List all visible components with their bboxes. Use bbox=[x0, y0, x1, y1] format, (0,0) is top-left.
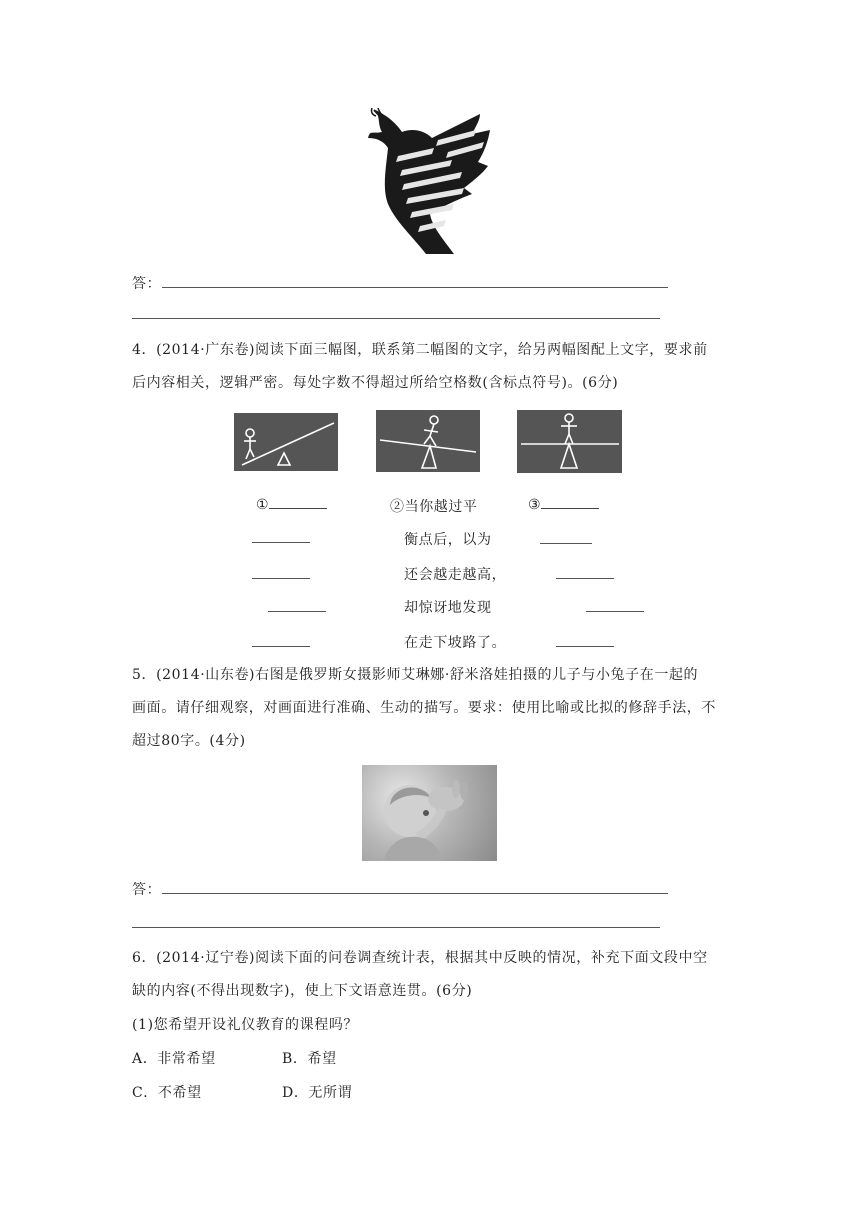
answer-blank[interactable] bbox=[586, 611, 644, 612]
survey-option: C．不希望 bbox=[132, 1085, 202, 1101]
survey-option: A．非常希望 bbox=[132, 1051, 216, 1067]
survey-option: D．无所谓 bbox=[282, 1085, 353, 1101]
answer-rule bbox=[162, 287, 668, 288]
q5-text-line-3: 超过80字。(4分) bbox=[132, 733, 246, 749]
panel2-caption-line: ②当你越过平 bbox=[390, 499, 478, 515]
answer-rule bbox=[132, 318, 660, 319]
answer-blank[interactable] bbox=[268, 611, 326, 612]
answer-label: 答： bbox=[132, 882, 162, 898]
answer-blank[interactable] bbox=[540, 543, 592, 544]
balance-panel-image bbox=[376, 410, 480, 472]
seesaw-panel-image bbox=[234, 413, 338, 471]
panel2-caption-line: 衡点后，以为 bbox=[404, 532, 492, 548]
q6-survey-question: (1)您希望开设礼仪教育的课程吗？ bbox=[132, 1017, 359, 1033]
q5-text-line-2: 画面。请仔细观察，对画面进行准确、生动的描写。要求：使用比喻或比拟的修辞手法，不 bbox=[132, 700, 716, 716]
panel2-caption-line: 还会越走越高， bbox=[404, 567, 507, 583]
answer-blank[interactable] bbox=[541, 496, 599, 509]
survey-option: B．希望 bbox=[282, 1051, 337, 1067]
answer-blank[interactable] bbox=[252, 542, 310, 543]
answer-blank[interactable] bbox=[556, 578, 614, 579]
panel2-caption-line: 在走下坡路了。 bbox=[404, 635, 507, 651]
answer-blank[interactable] bbox=[556, 646, 614, 647]
answer-label: 答： bbox=[132, 276, 162, 292]
q4-text-line-2: 后内容相关，逻辑严密。每处字数不得超过所给空格数(含标点符号)。(6分) bbox=[132, 375, 619, 391]
answer-rule bbox=[162, 893, 668, 894]
answer-blank[interactable] bbox=[252, 578, 310, 579]
answer-rule bbox=[132, 927, 660, 928]
panel2-caption-line: 却惊讶地发现 bbox=[404, 600, 492, 616]
q6-text-line-2: 缺的内容(不得出现数字)，使上下文语意连贯。(6分) bbox=[132, 983, 473, 999]
q6-text-line-1: 6．(2014·辽宁卷)阅读下面的问卷调查统计表，根据其中反映的情况，补充下面文段中空 bbox=[132, 950, 708, 966]
blank-marker-1: ① bbox=[256, 496, 327, 513]
q5-text-line-1: 5．(2014·山东卷)右图是俄罗斯女摄影师艾琳娜·舒米洛娃拍摄的儿子与小兔子在一起的 bbox=[132, 667, 699, 683]
dove-image bbox=[368, 108, 490, 256]
downhill-panel-image bbox=[517, 410, 622, 473]
blank-marker-3: ③ bbox=[528, 496, 599, 513]
q4-text-line-1: 4．(2014·广东卷)阅读下面三幅图，联系第二幅图的文字，给另两幅图配上文字，要求前 bbox=[132, 342, 708, 358]
answer-blank[interactable] bbox=[269, 496, 327, 509]
child-rabbit-photo bbox=[362, 765, 497, 861]
answer-blank[interactable] bbox=[252, 646, 310, 647]
